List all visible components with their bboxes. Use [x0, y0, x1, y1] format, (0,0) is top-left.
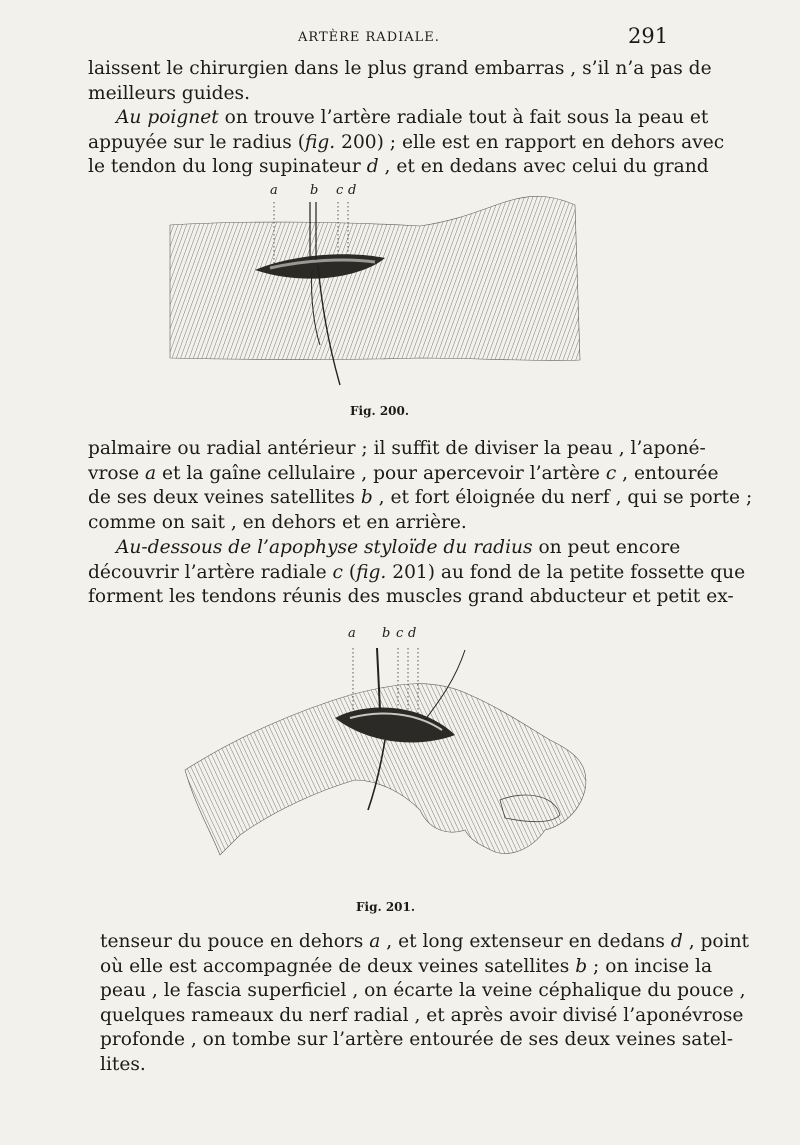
letter-reference: a	[369, 931, 381, 952]
text-span: , et fort éloignée du nerf , qui se porte ;	[372, 487, 753, 508]
text-line: palmaire ou radial antérieur ; il suffit de diviser la peau , l’aponé-	[88, 438, 706, 459]
text-span: et la gaîne cellulaire , pour apercevoir l’artère	[156, 462, 606, 484]
text-line	[100, 930, 750, 955]
text-span: 200) ; elle est en rapport en dehors avec	[335, 131, 725, 153]
text-line: profonde , on tombe sur l’artère entourée de ses deux veines satel-	[100, 1029, 734, 1050]
figure-label-b: b	[310, 183, 319, 198]
paragraph-4	[88, 536, 746, 610]
text-span: appuyée sur le radius (	[88, 131, 305, 153]
figure-label-c: c	[396, 626, 404, 641]
fig-reference: fig.	[356, 561, 387, 583]
figure-201-labels	[348, 626, 428, 644]
text-line: laissent le chirurgien dans le plus grand embarras , s’il n’a pas de	[88, 58, 712, 79]
letter-reference: d	[366, 156, 379, 177]
paragraph-3	[88, 437, 753, 535]
page-header	[0, 24, 800, 50]
text-line	[88, 486, 753, 511]
text-line: meilleurs guides.	[88, 82, 250, 104]
text-span: (	[342, 561, 357, 583]
text-line: peau , le fascia superficiel , on écarte la veine céphalique du pouce ,	[100, 980, 746, 1001]
text-line	[88, 155, 709, 180]
text-span: 201) au fond de la petite fossette que	[386, 561, 746, 583]
fig-reference: fig.	[304, 131, 336, 153]
text-line	[88, 561, 746, 586]
paragraph-1	[88, 57, 712, 106]
text-line	[88, 536, 681, 561]
figure-label-b: b	[382, 626, 391, 641]
text-line: lites.	[100, 1053, 146, 1075]
text-span: tenseur du pouce en dehors	[100, 931, 370, 952]
section-lead: Au-dessous de l’apophyse styloïde du radius	[116, 537, 533, 558]
letter-reference: b	[360, 487, 373, 508]
letter-reference: d	[670, 931, 683, 952]
letter-reference: a	[145, 462, 157, 484]
text-span: on trouve l’artère radiale tout à fait sous la peau et	[218, 107, 709, 128]
figure-201-caption: Fig. 201.	[356, 900, 416, 914]
figure-label-d: d	[348, 183, 357, 198]
paragraph-5	[100, 930, 750, 1077]
running-title: ARTÈRE RADIALE.	[298, 30, 440, 45]
letter-reference: c	[605, 462, 617, 484]
text-line: forment les tendons réunis des muscles grand abducteur et petit ex-	[88, 586, 734, 607]
text-span: découvrir l’artère radiale	[88, 561, 333, 583]
letter-reference: b	[575, 955, 588, 977]
text-span: , entourée	[616, 462, 719, 484]
text-line: comme on sait , en dehors et en arrière.	[88, 511, 467, 533]
paragraph-2	[88, 106, 725, 180]
text-span: ; on incise la	[587, 955, 713, 977]
figure-201-illustration	[180, 640, 600, 875]
text-span: de ses deux veines satellites	[88, 487, 361, 508]
text-line: quelques rameaux du nerf radial , et après avoir divisé l’aponévrose	[100, 1004, 744, 1026]
text-line	[100, 955, 713, 980]
figure-label-a: a	[348, 626, 356, 641]
text-line	[88, 462, 719, 487]
figure-label-a: a	[270, 183, 278, 198]
text-span: , et en dedans avec celui du grand	[378, 156, 709, 177]
section-lead: Au poignet	[116, 107, 219, 128]
figure-label-d: d	[408, 626, 417, 641]
page-number: 291	[628, 24, 669, 48]
figure-200-caption: Fig. 200.	[350, 404, 410, 418]
text-line	[88, 106, 709, 131]
figure-200-illustration	[160, 180, 590, 405]
text-line	[88, 131, 725, 156]
text-span: où elle est accompagnée de deux veines satellites	[100, 955, 576, 977]
letter-reference: c	[332, 561, 343, 583]
text-span: le tendon du long supinateur	[88, 156, 367, 177]
text-span: , et long extenseur en dedans	[380, 931, 671, 952]
text-span: vrose	[88, 462, 146, 484]
text-span: on peut encore	[532, 537, 681, 558]
figure-label-c: c	[336, 183, 344, 198]
text-span: , point	[682, 931, 750, 952]
figure-200-labels	[270, 183, 370, 201]
